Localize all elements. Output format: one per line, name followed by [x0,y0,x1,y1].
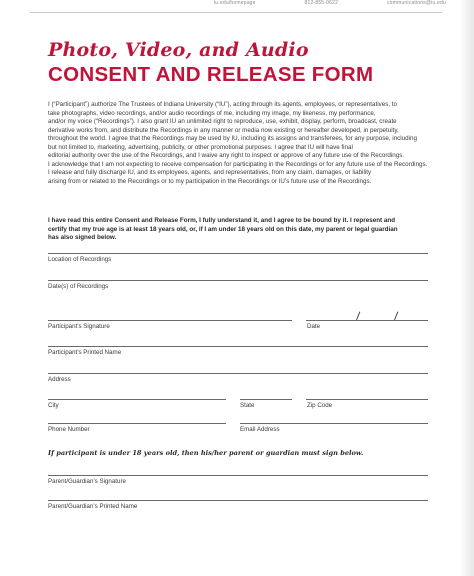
release-line: I release and fully discharge IU, and its employees, agents, and representatives, from any claim, damages, or liability [48,169,372,177]
email-field-line[interactable] [240,423,428,424]
form-title-line1: Photo, Video, and Audio [48,39,309,61]
email-label: Email Address [240,426,280,433]
release-line: derivative works from, and distribute the Recordings in any manner or media now existing or hereafter developed, in perpetuity, [48,126,399,134]
header-contact-bar [214,0,446,10]
guardian-signature-label: Parent/Guardian’s Signature [48,478,126,485]
guardian-printed-name-field-line[interactable] [48,500,428,501]
release-line: arising from or related to the Recordings or to my participation in the Recordings or IU’s future use of the Recordings. [48,177,372,185]
header-divider [30,12,442,13]
certification-line: I have read this entire Consent and Release Form, I fully understand it, and I agree to be bound by it. I represent and [48,217,396,224]
state-label: State [240,402,255,409]
zip-field-line[interactable] [306,399,428,400]
header-contact-1: iu.edu/homepage [214,0,256,6]
participant-signature-label: Participant’s Signature [48,323,110,330]
date-label: Date [307,323,321,330]
date-field-line[interactable] [306,320,428,321]
certification-line: has also signed below. [48,234,117,242]
release-line: take photographs, video recordings, and/or audio recordings of me, including my image, my likeness, my performance, [48,109,376,117]
address-field-line[interactable] [48,373,428,374]
participant-signature-field-line[interactable] [48,320,292,321]
phone-label: Phone Number [48,426,90,433]
certification-paragraph [48,217,428,243]
release-line: I acknowledge that I am not expecting to receive compensation for participating in the Recordings or for any future use of the Recordings. [48,160,428,168]
date-separator-slash-1 [356,311,360,320]
state-field-line[interactable] [240,399,292,400]
release-line: I (“Participant”) authorize The Trustees of Indiana University (“IU”), acting through its agents, employees, or representatives, to [48,101,397,108]
phone-field-line[interactable] [48,423,226,424]
release-line: and/or my voice (“Recordings”). I also grant IU an unlimited right to reproduce, use, exhibit, display, perform, broadcast, create [48,118,397,126]
certification-line: certify that my true age is at least 18 years old, or, if I am under 18 years old on this date, my parent or legal guardian [48,225,398,233]
printed-name-field-line[interactable] [48,346,428,347]
page-edge-shadow [460,0,474,576]
location-field-line[interactable] [48,253,428,254]
release-line: but not limited to, marketing, advertising, publicity, or other promotional purposes. I agree that IU will have final [48,143,353,151]
date-separator-slash-2 [394,311,398,320]
release-paragraph [48,101,428,186]
minor-signature-note: If participant is under 18 years old, then his/her parent or guardian must sign below. [48,449,364,457]
address-label: Address [48,376,71,383]
zip-label: Zip Code [307,402,333,409]
city-field-line[interactable] [48,399,226,400]
guardian-signature-field-line[interactable] [48,475,428,476]
location-label: Location of Recordings [48,256,112,263]
release-line: editorial authority over the use of the Recordings, and I waive any right to inspect or approve of any future use of the Recordings. [48,152,405,160]
dates-label: Date(s) of Recordings [48,283,109,290]
guardian-printed-name-label: Parent/Guardian’s Printed Name [48,503,138,510]
release-line: throughout the world. I agree that the Recordings may be used by IU, including its assigns and transferees, for any purpose, including [48,135,417,143]
dates-field-line[interactable] [48,280,428,281]
form-title-line2: CONSENT AND RELEASE FORM [48,63,374,86]
printed-name-label: Participant’s Printed Name [48,349,122,356]
header-contact-2: 812-855-0622 [304,0,339,6]
city-label: City [48,402,59,409]
header-contact-3: communications@iu.edu [386,0,446,6]
